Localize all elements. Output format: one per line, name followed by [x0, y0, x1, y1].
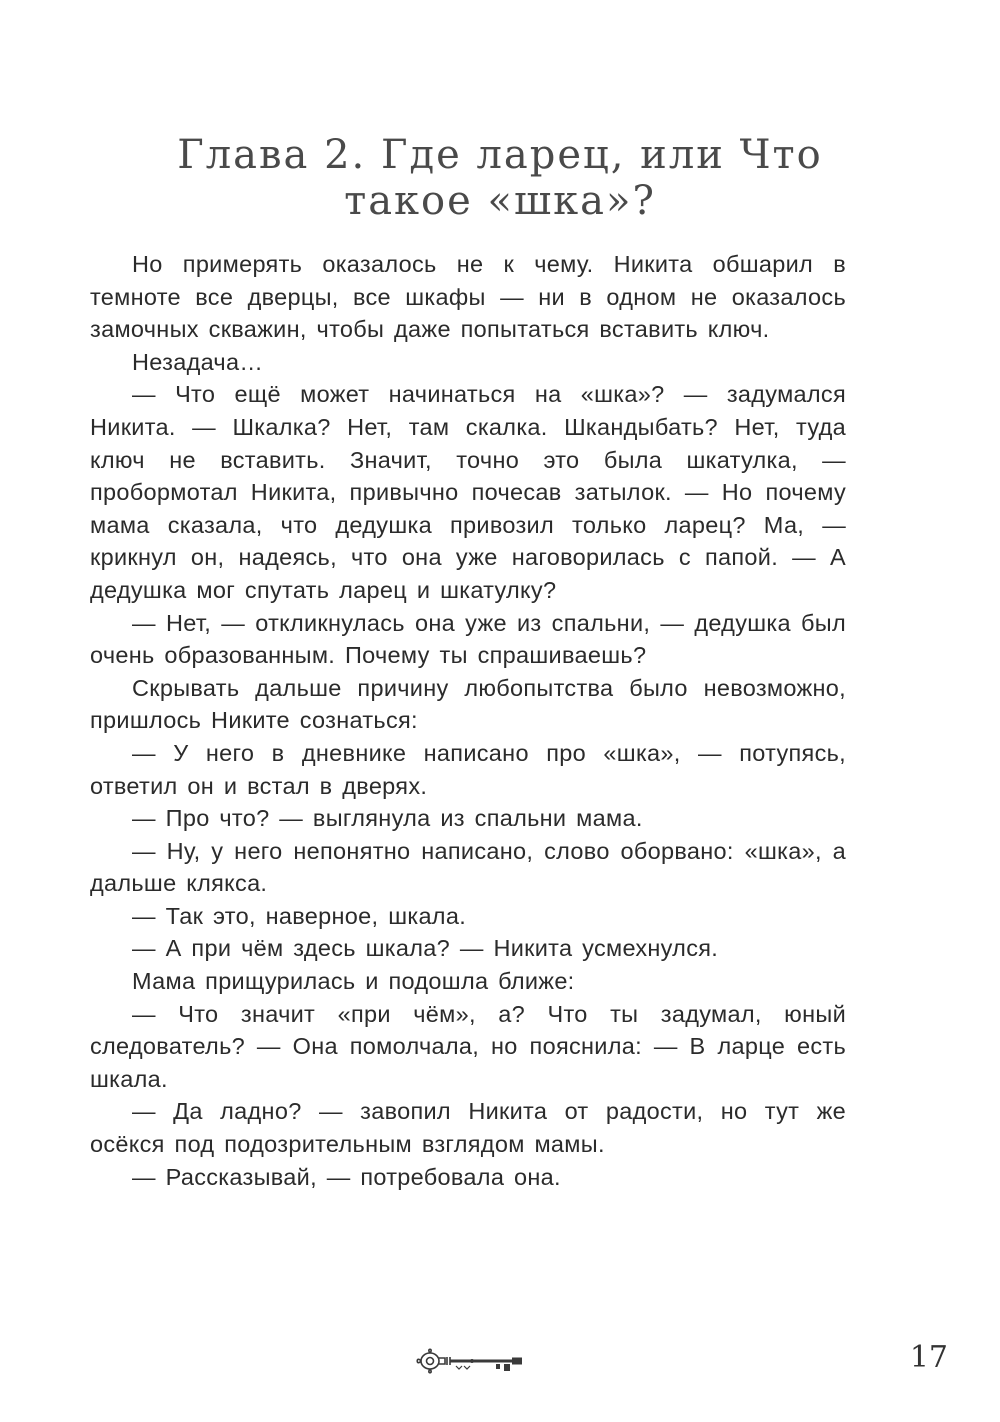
paragraph: — Нет, — откликнулась она уже из спальни, — дедушка был очень образованным. Почему ты спрашиваешь? — [90, 609, 846, 669]
paragraph: — А при чём здесь шкала? — Никита усмехнулся. — [132, 935, 719, 962]
paragraph: — Рассказывай, — потребовала она. — [132, 1163, 561, 1190]
chapter-title-line-1: Глава 2. Где ларец, или Что — [177, 132, 823, 178]
paragraph: — Что значит «при чём», а? Что ты задумал, юный следователь? — Она помолчала, но пояснила: — В ларце есть шкала. — [90, 1000, 846, 1092]
chapter-body — [90, 248, 846, 1193]
paragraph: — Так это, наверное, шкала. — [132, 902, 467, 929]
chapter-title-line-2: такое «шка»? — [344, 178, 656, 224]
paragraph: — У него в дневнике написано про «шка», — потупясь, ответил он и встал в дверях. — [90, 739, 846, 799]
paragraph: Скрывать дальше причину любопытства было невозможно, пришлось Никите сознаться: — [90, 674, 846, 734]
paragraph: — Ну, у него непонятно написано, слово оборвано: «шка», а дальше клякса. — [90, 837, 846, 897]
paragraph: — Да ладно? — завопил Никита от радости, но тут же осёкся под подозрительным взглядом мамы. — [90, 1098, 846, 1158]
paragraph: Но примерять оказалось не к чему. Никита обшарил в темноте все дверцы, все шкафы — ни в одном не оказалось замочных скважин, чтобы даже попытаться вставить ключ. — [90, 251, 846, 343]
key-ornament-icon — [412, 1347, 532, 1379]
paragraph: — Что ещё может начинаться на «шка»? — задумался Никита. — Шкалка? Нет, там скалка. Шкандыбать? Нет, туда ключ не вставить. Значит, точно это была шкатулка, — пробормотал Никита, привычно почесав затылок. — Но почему мама сказала, что дедушка привозил только ларец? Ма, — крикнул он, надеясь, что она уже наговорилась с папой. — А дедушка мог спутать ларец и шкатулку? — [90, 381, 846, 603]
paragraph: — Про что? — выглянула из спальни мама. — [132, 805, 643, 832]
paragraph: Незадача… — [132, 348, 264, 375]
chapter-title — [90, 132, 910, 224]
paragraph: Мама прищурилась и подошла ближе: — [132, 968, 575, 995]
page-number: 17 — [909, 1340, 948, 1375]
